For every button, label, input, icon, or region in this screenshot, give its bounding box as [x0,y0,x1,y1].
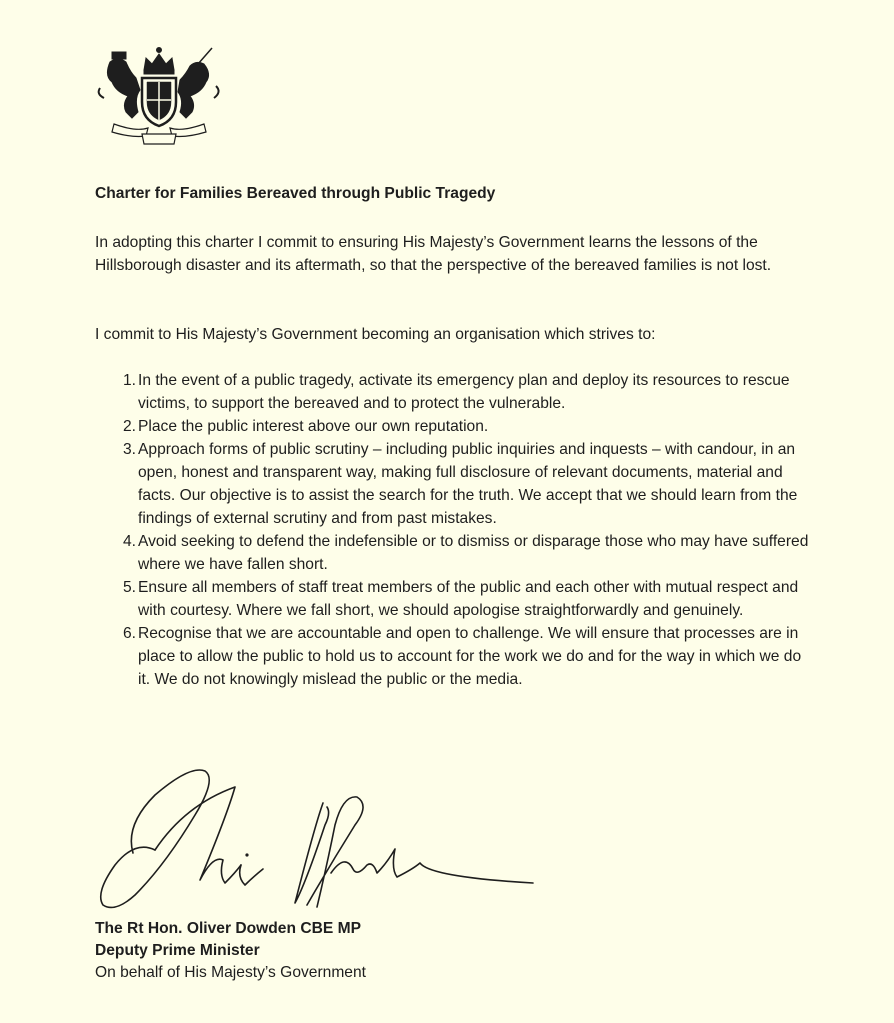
item-number: 6. [123,625,137,642]
handwritten-signature [95,765,535,915]
intro-paragraph: In adopting this charter I commit to ensuring His Majesty’s Government learns the lessons of the Hillsborough disaster and its aftermath, so that the perspective of the bereaved families is not lost. [95,234,772,274]
item-text: In the event of a public tragedy, activate its emergency plan and deploy its resources to rescue victims, to support the bereaved and to protect the vulnerable. [138,372,790,412]
list-item [95,530,815,576]
item-number: 1. [123,372,137,389]
signer-on-behalf: On behalf of His Majesty’s Government [95,964,366,981]
signer-block [95,918,366,984]
signer-name: The Rt Hon. Oliver Dowden CBE MP [95,920,361,937]
commitments-list [95,369,815,691]
list-item [95,438,815,530]
item-number: 5. [123,579,137,596]
signer-role: Deputy Prime Minister [95,942,260,959]
item-text: Ensure all members of staff treat members of the public and each other with mutual respect and with courtesy. Where we fall short, we should apologise straightforwardly and genuinely. [138,579,799,619]
list-item [95,622,815,691]
document-title: Charter for Families Bereaved through Public Tragedy [95,185,496,202]
item-number: 2. [123,418,137,435]
list-item [95,369,815,415]
item-number: 3. [123,441,137,458]
commitment-paragraph: I commit to His Majesty’s Government becoming an organisation which strives to: [95,326,656,343]
list-item [95,415,815,438]
item-text: Place the public interest above our own reputation. [138,418,489,435]
item-text: Recognise that we are accountable and open to challenge. We will ensure that processes are in place to allow the public to hold us to account for the work we do and for the way in which we do it. We do not knowingly mislead the public or the media. [138,625,802,688]
item-text: Approach forms of public scrutiny – including public inquiries and inquests – with candour, in an open, honest and transparent way, making full disclosure of relevant documents, material and facts. Our objective is to assist the search for the truth. We accept that we should learn from the findings of external scrutiny and from past mistakes. [138,441,798,527]
item-text: Avoid seeking to defend the indefensible or to dismiss or disparage those who may have suffered where we have fallen short. [138,533,809,573]
item-number: 4. [123,533,137,550]
list-item [95,576,815,622]
royal-coat-of-arms-icon [92,42,226,146]
